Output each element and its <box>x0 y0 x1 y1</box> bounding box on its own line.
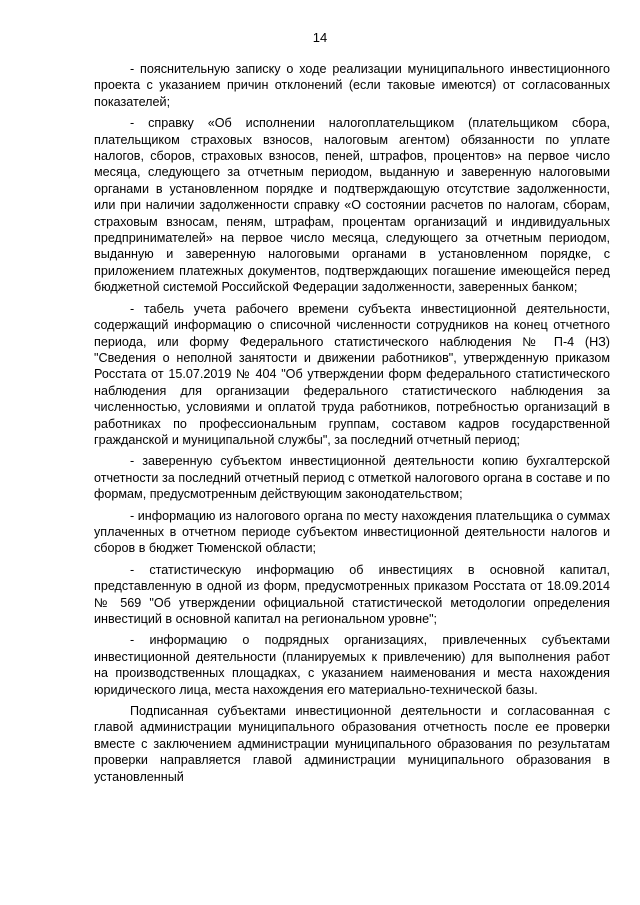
paragraph-tax-payment-info: - информацию из налогового органа по месту нахождения плательщика о суммах уплаченных в отчетном периоде субъектом инвестиционной деятельности налогов и сборов в бюджет Тюменской области; <box>94 508 610 556</box>
paragraph-explanatory-note: - пояснительную записку о ходе реализации муниципального инвестиционного проекта с указанием причин отклонений (если таковые имеются) от согласованных показателей; <box>94 62 610 109</box>
paragraph-contractors-info: - информацию о подрядных организациях, привлеченных субъектами инвестиционной деятельности (планируемых к привлечению) для выполнения работ на производственных площадках, с указанием наименования и места нахождения юридического лица, места нахождения его материально-технической базы. <box>94 633 610 697</box>
paragraph-accounting-report: - заверенную субъектом инвестиционной деятельности копию бухгалтерской отчетности за последний отчетный период с отметкой налогового органа в составе и по формам, предусмотренным действующим законодательством; <box>94 454 610 502</box>
paragraph-signed-report: Подписанная субъектами инвестиционной деятельности и согласованная с главой администрации муниципального образования отчетность после ее проверки вместе с заключением администрации муниципального образования по результатам проверки направляется главой администрации муниципального образования в установленный <box>94 704 610 784</box>
paragraph-timesheet: - табель учета рабочего времени субъекта инвестиционной деятельности, содержащий информацию о списочной численности сотрудников на конец отчетного периода, или форму Федерального статистического наблюдения № П-4 (НЗ) "Сведения о неполной занятости и движении работников", утвержденную приказом Росстата от 15.07.2019 № 404 "Об утверждении форм федерального статистического наблюдения для организации федерального статистического наблюдения за численностью, условиями и оплатой труда работников, потребностью организаций в работниках по профессиональным группам, составом кадров государственной гражданской и муниципальной службы", за последний отчетный период; <box>94 301 610 447</box>
document-body <box>94 61 610 790</box>
page-number: 14 <box>312 30 328 45</box>
paragraph-investment-statistics: - статистическую информацию об инвестициях в основной капитал, представленную в одной из форм, предусмотренных приказом Росстата от 18.09.2014 № 569 "Об утверждении официальной статистической методологии определения инвестиций в основной капитал на региональном уровне"; <box>94 562 610 626</box>
paragraph-tax-certificate: - справку «Об исполнении налогоплательщиком (плательщиком сбора, плательщиком страховых взносов, налоговым агентом) обязанности по уплате налогов, сборов, страховых взносов, пеней, штрафов, процентов» на первое число месяца, следующего за отчетным периодом, выданную и заверенную налоговыми органами в установленном порядке и подтверждающую отсутствие задолженности, или при наличии задолженности справку «О состоянии расчетов по налогам, сборам, страховым взносам, пеням, штрафам, процентам организаций и индивидуальных предпринимателей» на первое число месяца, следующего за отчетным периодом, выданную и заверенную налоговыми органами в установленном порядке, с приложением платежных документов, подтверждающих погашение имеющейся перед бюджетной системой Российской Федерации задолженности, заверенных банком; <box>94 116 610 295</box>
